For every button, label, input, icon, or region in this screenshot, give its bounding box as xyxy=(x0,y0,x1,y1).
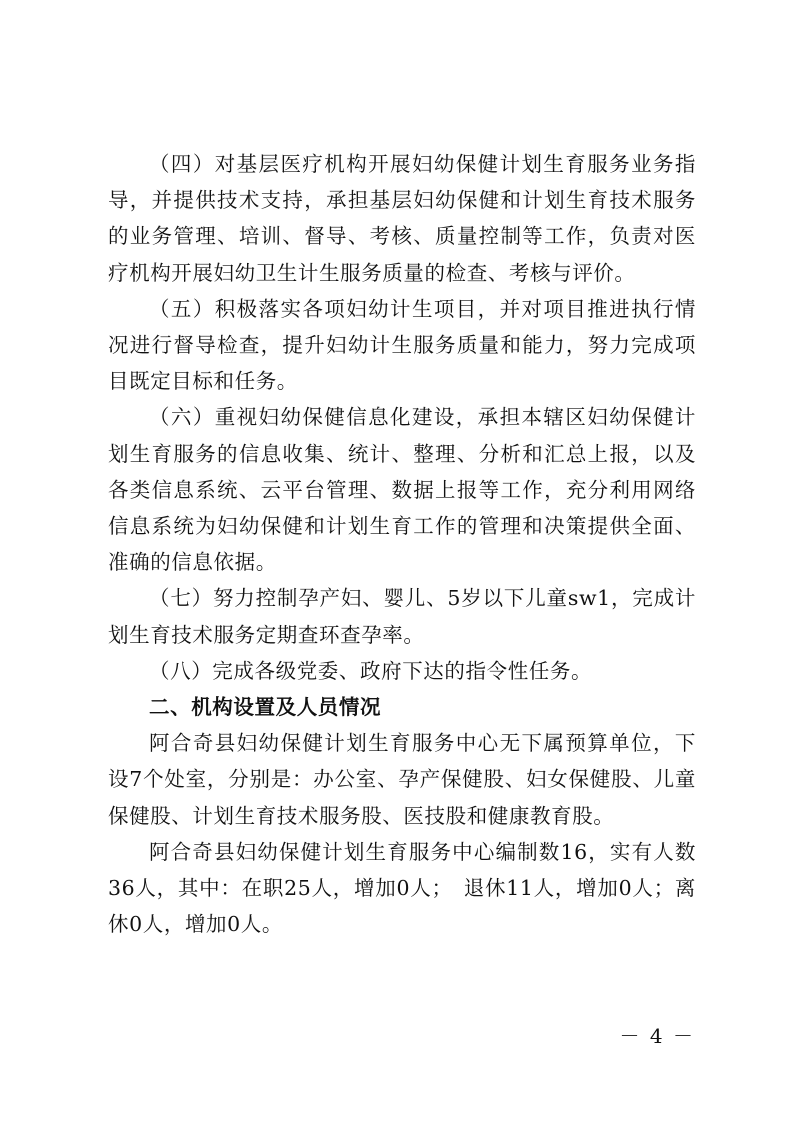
paragraph-item-6: （六）重视妇幼保健信息化建设，承担本辖区妇幼保健计划生育服务的信息收集、统计、整理、分析和汇总上报，以及各类信息系统、云平台管理、数据上报等工作，充分利用网络信息系统为妇幼保健和计划生育工作的管理和决策提供全面、准确的信息依据。 xyxy=(108,405,696,575)
document-body xyxy=(108,146,696,942)
page-number: － 4 － xyxy=(619,1024,695,1048)
paragraph-organization: 阿合奇县妇幼保健计划生育服务中心无下属预算单位，下设7个处室，分别是：办公室、孕产保健股、妇女保健股、儿童保健股、计划生育技术服务股、医技股和健康教育股。 xyxy=(108,731,696,828)
paragraph-item-4: （四）对基层医疗机构开展妇幼保健计划生育服务业务指导，并提供技术支持，承担基层妇幼保健和计划生育技术服务的业务管理、培训、督导、考核、质量控制等工作，负责对医疗机构开展妇幼卫生计生服务质量的检查、考核与评价。 xyxy=(108,152,696,285)
paragraph-item-7: （七）努力控制孕产妇、婴儿、5岁以下儿童sw1，完成计划生育技术服务定期查环查孕率。 xyxy=(108,586,696,647)
paragraph-staffing: 阿合奇县妇幼保健计划生育服务中心编制数16，实有人数36人，其中：在职25人，增加0人； 退休11人，增加0人；离休0人，增加0人。 xyxy=(108,839,696,937)
paragraph-item-5: （五）积极落实各项妇幼计生项目，并对项目推进执行情况进行督导检查，提升妇幼计生服务质量和能力，努力完成项目既定目标和任务。 xyxy=(108,296,696,394)
paragraph-item-8: （八）完成各级党委、政府下达的指令性任务。 xyxy=(149,658,593,683)
section-heading: 二、机构设置及人员情况 xyxy=(149,695,382,720)
